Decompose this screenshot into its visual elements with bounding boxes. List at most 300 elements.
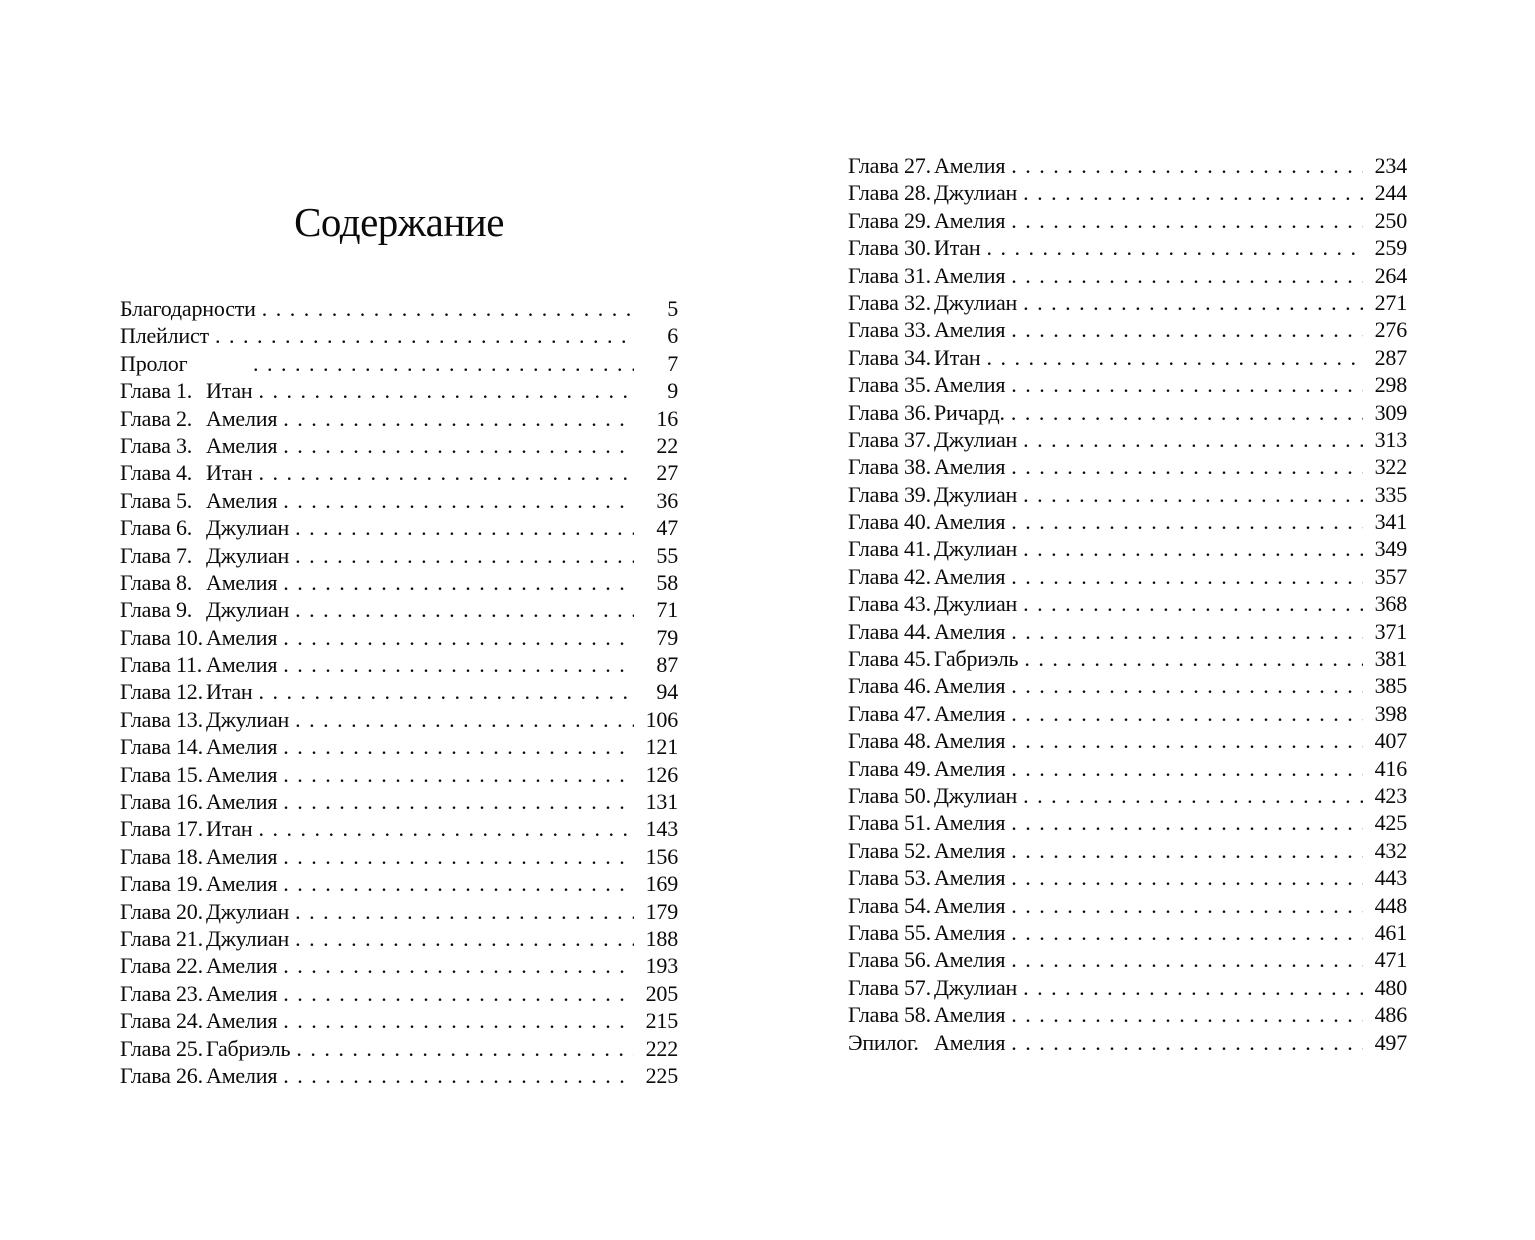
toc-entry-label: Плейлист	[120, 323, 209, 349]
toc-entry	[120, 980, 678, 1007]
dot-leader	[289, 542, 634, 569]
toc-entry-page-number: 94	[656, 679, 678, 705]
toc-entry-label: Глава 51.	[848, 810, 931, 836]
toc-entry-page-number: 225	[645, 1062, 678, 1088]
toc-entry	[848, 919, 1407, 946]
toc-entry-chapter-name: Амелия	[934, 262, 1006, 288]
toc-entry-chapter-name: Итан	[934, 235, 981, 261]
dot-leader	[1005, 700, 1363, 727]
toc-entry-label: Глава 27.	[848, 153, 931, 178]
toc-entry-chapter-name: Джулиан	[934, 289, 1018, 315]
toc-entry-label: Глава 20.	[120, 898, 203, 924]
toc-entry-chapter-name: Амелия	[206, 980, 278, 1006]
page-title: Содержание	[294, 199, 504, 245]
toc-entry	[848, 1029, 1407, 1056]
toc-entry-page-number: 298	[1374, 372, 1407, 398]
dot-leader	[289, 925, 634, 952]
toc-entry-label: Глава 56.	[848, 947, 931, 973]
dot-leader	[256, 295, 634, 322]
toc-entry-chapter-name: Амелия	[934, 1029, 1006, 1055]
toc-entry-page-number: 205	[645, 980, 678, 1006]
toc-entry	[848, 563, 1407, 590]
toc-entry-chapter-name: Амелия	[206, 652, 278, 678]
toc-entry-chapter-name: Амелия	[206, 624, 278, 650]
toc-entry-page-number: 7	[667, 350, 678, 376]
toc-entry	[848, 508, 1407, 535]
toc-entry-page-number: 497	[1374, 1029, 1407, 1055]
toc-entry-page-number: 131	[645, 789, 678, 815]
toc-entry	[848, 645, 1407, 672]
toc-entry-label: Глава 48.	[848, 728, 931, 754]
toc-entry	[848, 453, 1407, 480]
dot-leader	[209, 322, 634, 349]
toc-entry-label: Пролог	[120, 350, 188, 376]
dot-leader	[1017, 426, 1363, 453]
toc-entry-chapter-name: Джулиан	[206, 706, 290, 732]
toc-entry-chapter-name: Амелия	[934, 509, 1006, 535]
toc-entry-label: Глава 36.	[848, 399, 931, 425]
toc-entry-page-number: 407	[1374, 728, 1407, 754]
toc-entry	[120, 733, 678, 760]
toc-entry-label: Глава 22.	[120, 953, 203, 979]
toc-entry-chapter-name: Амелия	[206, 953, 278, 979]
toc-entry	[848, 207, 1407, 234]
toc-entry-label: Глава 37.	[848, 426, 931, 452]
toc-entry-label: Глава 5.	[120, 487, 193, 513]
toc-entry-page-number: 222	[645, 1035, 678, 1061]
toc-entry	[120, 295, 678, 322]
toc-entry-page-number: 250	[1374, 207, 1407, 233]
toc-entry-page-number: 385	[1374, 673, 1407, 699]
toc-entry	[120, 788, 678, 815]
toc-entry-label: Глава 54.	[848, 892, 931, 918]
toc-entry-label: Глава 58.	[848, 1002, 931, 1028]
dot-leader	[1005, 755, 1363, 782]
toc-entry-chapter-name: Амелия	[934, 673, 1006, 699]
toc-entry-chapter-name: Амелия	[206, 569, 278, 595]
toc-entry	[848, 809, 1407, 836]
toc-entry-page-number: 121	[645, 734, 678, 760]
dot-leader	[981, 344, 1363, 371]
toc-entry-page-number: 259	[1374, 235, 1407, 261]
dot-leader	[247, 350, 634, 377]
toc-entry-page-number: 371	[1374, 618, 1407, 644]
toc-entry-label: Глава 52.	[848, 837, 931, 863]
toc-entry	[120, 651, 678, 678]
dot-leader	[981, 234, 1363, 261]
toc-entry-label: Глава 35.	[848, 372, 931, 398]
toc-entry-page-number: 244	[1374, 180, 1407, 206]
toc-entry-page-number: 341	[1374, 509, 1407, 535]
toc-entry-page-number: 188	[645, 925, 678, 951]
toc-entry-label: Глава 53.	[848, 865, 931, 891]
toc-entry-chapter-name: Джулиан	[206, 515, 290, 541]
toc-entry-page-number: 234	[1374, 153, 1407, 178]
toc-entry-page-number: 193	[645, 953, 678, 979]
toc-entry	[120, 1035, 678, 1062]
dot-leader	[1017, 179, 1363, 206]
dot-leader	[277, 870, 634, 897]
toc-entry-label: Глава 42.	[848, 563, 931, 589]
dot-leader	[1017, 782, 1363, 809]
toc-entry-label: Глава 2.	[120, 405, 193, 431]
toc-entry-chapter-name: Итан	[934, 344, 981, 370]
toc-entry	[120, 1007, 678, 1034]
toc-entry-page-number: 36	[656, 487, 678, 513]
toc-entry-page-number: 416	[1374, 755, 1407, 781]
toc-entry-label: Глава 10.	[120, 624, 203, 650]
toc-entry-page-number: 71	[656, 597, 678, 623]
toc-entry-label: Глава 32.	[848, 289, 931, 315]
toc-entry-page-number: 398	[1374, 700, 1407, 726]
toc-entry-page-number: 47	[656, 515, 678, 541]
dot-leader	[1005, 672, 1363, 699]
dot-leader	[1005, 1029, 1363, 1056]
toc-entry-label: Глава 41.	[848, 536, 931, 562]
toc-entry-page-number: 276	[1374, 317, 1407, 343]
toc-entry-chapter-name: Итан	[206, 460, 253, 486]
toc-entry-label: Глава 19.	[120, 871, 203, 897]
toc-entry-page-number: 322	[1374, 454, 1407, 480]
toc-entry-page-number: 309	[1374, 399, 1407, 425]
toc-entry-page-number: 5	[667, 296, 678, 321]
toc-entry-page-number: 179	[645, 898, 678, 924]
dot-leader	[1005, 399, 1363, 426]
dot-leader	[277, 1007, 634, 1034]
toc-entry	[120, 377, 678, 404]
toc-entry	[120, 870, 678, 897]
toc-entry-chapter-name: Амелия	[934, 563, 1006, 589]
toc-entry	[120, 815, 678, 842]
toc-entry-label: Глава 28.	[848, 180, 931, 206]
toc-entry	[848, 262, 1407, 289]
toc-entry-chapter-name: Амелия	[206, 789, 278, 815]
toc-entry-chapter-name: Амелия	[206, 871, 278, 897]
toc-entry-chapter-name: Амелия	[934, 317, 1006, 343]
toc-entry-label: Глава 25.	[120, 1035, 203, 1061]
toc-entry	[848, 152, 1407, 179]
toc-entry-label: Глава 40.	[848, 509, 931, 535]
toc-entry-chapter-name: Джулиан	[206, 898, 290, 924]
dot-leader	[277, 843, 634, 870]
dot-leader	[1005, 563, 1363, 590]
dot-leader	[277, 569, 634, 596]
dot-leader	[277, 761, 634, 788]
dot-leader	[1005, 727, 1363, 754]
toc-entry	[848, 481, 1407, 508]
toc-entry	[848, 535, 1407, 562]
toc-entry	[120, 925, 678, 952]
toc-entry	[120, 706, 678, 733]
toc-entry-label: Глава 15.	[120, 761, 203, 787]
toc-entry	[848, 234, 1407, 261]
toc-entry	[120, 624, 678, 651]
toc-entry-label: Глава 16.	[120, 789, 203, 815]
toc-entry-label: Глава 7.	[120, 542, 193, 568]
toc-entry-page-number: 368	[1374, 591, 1407, 617]
toc-entry	[120, 761, 678, 788]
toc-entry-chapter-name: Джулиан	[934, 536, 1018, 562]
dot-leader	[253, 459, 634, 486]
toc-entry	[120, 898, 678, 925]
dot-leader	[277, 980, 634, 1007]
toc-entry-chapter-name: Амелия	[934, 207, 1006, 233]
toc-entry-page-number: 335	[1374, 481, 1407, 507]
toc-entry-chapter-name: Итан	[206, 378, 253, 404]
dot-leader	[1005, 453, 1363, 480]
toc-entry-page-number: 16	[656, 405, 678, 431]
toc-entry-label: Глава 45.	[848, 646, 931, 672]
dot-leader	[1017, 481, 1363, 508]
toc-entry-label: Глава 29.	[848, 207, 931, 233]
dot-leader	[277, 1062, 634, 1089]
toc-entry-page-number: 349	[1374, 536, 1407, 562]
toc-entry-page-number: 461	[1374, 919, 1407, 945]
toc-entry	[848, 700, 1407, 727]
toc-entry-page-number: 27	[656, 460, 678, 486]
toc-entry-label: Глава 17.	[120, 816, 203, 842]
toc-entry-chapter-name: Амелия	[934, 153, 1006, 178]
dot-leader	[1005, 316, 1363, 343]
toc-entry	[120, 459, 678, 486]
toc-entry-chapter-name: Джулиан	[934, 180, 1018, 206]
toc-entry-chapter-name: Итан	[206, 679, 253, 705]
toc-entry-chapter-name: Амелия	[206, 843, 278, 869]
toc-entry-label: Глава 18.	[120, 843, 203, 869]
toc-entry-page-number: 313	[1374, 426, 1407, 452]
toc-entry-chapter-name: Амелия	[206, 432, 278, 458]
dot-leader	[1005, 809, 1363, 836]
dot-leader	[253, 678, 634, 705]
toc-entry-label: Глава 39.	[848, 481, 931, 507]
toc-entry-page-number: 271	[1374, 289, 1407, 315]
toc-entry-page-number: 169	[645, 871, 678, 897]
dot-leader	[1005, 837, 1363, 864]
dot-leader	[1005, 508, 1363, 535]
toc-entry-page-number: 432	[1374, 837, 1407, 863]
toc-entry-label: Глава 33.	[848, 317, 931, 343]
toc-entry	[120, 432, 678, 459]
dot-leader	[1017, 289, 1363, 316]
toc-entry-label: Глава 55.	[848, 919, 931, 945]
toc-entry-chapter-name: Амелия	[206, 1008, 278, 1034]
toc-entry-page-number: 9	[667, 378, 678, 404]
toc-entry	[120, 514, 678, 541]
toc-entry	[120, 952, 678, 979]
toc-entry	[848, 316, 1407, 343]
toc-entry-page-number: 22	[656, 432, 678, 458]
toc-entry-chapter-name: Джулиан	[934, 426, 1018, 452]
toc-entry	[120, 405, 678, 432]
toc-entry-page-number: 106	[645, 706, 678, 732]
toc-entry	[848, 755, 1407, 782]
toc-entry-chapter-name: Амелия	[934, 837, 1006, 863]
dot-leader	[1005, 946, 1363, 973]
toc-entry-label: Глава 31.	[848, 262, 931, 288]
toc-entry-page-number: 126	[645, 761, 678, 787]
toc-entry-chapter-name: Амелия	[934, 810, 1006, 836]
dot-leader	[289, 596, 634, 623]
toc-entry-chapter-name: Джулиан	[206, 597, 290, 623]
dot-leader	[277, 952, 634, 979]
toc-entry	[848, 1001, 1407, 1028]
toc-entry	[120, 596, 678, 623]
toc-entry-label: Глава 43.	[848, 591, 931, 617]
toc-entry-page-number: 423	[1374, 782, 1407, 808]
toc-entry-label: Глава 12.	[120, 679, 203, 705]
toc-entry	[120, 569, 678, 596]
toc-entry-label: Глава 57.	[848, 974, 931, 1000]
toc-entry	[120, 487, 678, 514]
toc-entry-page-number: 87	[656, 652, 678, 678]
dot-leader	[277, 733, 634, 760]
toc-entry	[848, 782, 1407, 809]
toc-column-left	[120, 295, 678, 1089]
toc-entry-label: Глава 4.	[120, 460, 193, 486]
toc-entry-chapter-name: Габриэль	[206, 1035, 291, 1061]
toc-entry-page-number: 287	[1374, 344, 1407, 370]
toc-entry-label: Глава 44.	[848, 618, 931, 644]
toc-entry	[120, 843, 678, 870]
dot-leader	[1005, 207, 1363, 234]
toc-entry-chapter-name: Итан	[206, 816, 253, 842]
toc-entry	[848, 179, 1407, 206]
toc-entry-label: Глава 30.	[848, 235, 931, 261]
toc-entry-chapter-name: Амелия	[934, 454, 1006, 480]
toc-entry-page-number: 480	[1374, 974, 1407, 1000]
toc-entry-label: Глава 14.	[120, 734, 203, 760]
toc-entry-chapter-name: Амелия	[934, 947, 1006, 973]
dot-leader	[290, 1035, 634, 1062]
toc-entry-page-number: 448	[1374, 892, 1407, 918]
toc-entry	[848, 426, 1407, 453]
toc-entry	[848, 892, 1407, 919]
dot-leader	[253, 815, 634, 842]
dot-leader	[277, 788, 634, 815]
toc-entry-page-number: 357	[1374, 563, 1407, 589]
dot-leader	[1017, 974, 1363, 1001]
toc-entry-chapter-name: Джулиан	[934, 974, 1018, 1000]
dot-leader	[1017, 535, 1363, 562]
toc-entry	[848, 974, 1407, 1001]
toc-entry-page-number: 215	[645, 1008, 678, 1034]
toc-entry-chapter-name: Амелия	[206, 1062, 278, 1088]
toc-entry-chapter-name: Амелия	[934, 755, 1006, 781]
toc-entry-label: Глава 38.	[848, 454, 931, 480]
dot-leader	[1005, 371, 1363, 398]
toc-entry	[848, 837, 1407, 864]
toc-entry-label: Глава 34.	[848, 344, 931, 370]
toc-entry	[120, 1062, 678, 1089]
dot-leader	[1005, 864, 1363, 891]
toc-entry-label: Глава 11.	[120, 652, 203, 678]
toc-entry-label: Глава 1.	[120, 378, 193, 404]
toc-entry-label: Глава 8.	[120, 569, 193, 595]
dot-leader	[1017, 590, 1363, 617]
dot-leader	[277, 624, 634, 651]
toc-entry-page-number: 156	[645, 843, 678, 869]
dot-leader	[1005, 152, 1363, 179]
toc-entry-label: Глава 49.	[848, 755, 931, 781]
toc-entry-chapter-name: Амелия	[934, 1002, 1006, 1028]
toc-entry-page-number: 6	[667, 323, 678, 349]
toc-entry-chapter-name: Амелия	[206, 734, 278, 760]
toc-entry-page-number: 486	[1374, 1002, 1407, 1028]
toc-entry	[848, 618, 1407, 645]
toc-entry-chapter-name: Амелия	[934, 700, 1006, 726]
toc-entry-chapter-name: Ричард.	[934, 399, 1005, 425]
toc-entry	[848, 371, 1407, 398]
toc-entry	[848, 727, 1407, 754]
toc-entry-label: Глава 6.	[120, 515, 193, 541]
toc-entry-label: Эпилог.	[848, 1029, 919, 1055]
toc-entry-chapter-name: Амелия	[934, 865, 1006, 891]
dot-leader	[1005, 1001, 1363, 1028]
toc-entry	[848, 864, 1407, 891]
toc-entry-page-number: 55	[656, 542, 678, 568]
dot-leader	[289, 514, 634, 541]
toc-entry-label: Глава 21.	[120, 925, 203, 951]
toc-entry-chapter-name: Джулиан	[206, 542, 290, 568]
dot-leader	[253, 377, 634, 404]
toc-entry-page-number: 264	[1374, 262, 1407, 288]
toc-entry-chapter-name: Амелия	[934, 892, 1006, 918]
dot-leader	[289, 898, 634, 925]
toc-entry-chapter-name: Джулиан	[206, 925, 290, 951]
toc-entry	[120, 678, 678, 705]
toc-entry-chapter-name: Джулиан	[934, 481, 1018, 507]
dot-leader	[277, 405, 634, 432]
toc-entry-label: Глава 3.	[120, 432, 193, 458]
toc-entry	[848, 399, 1407, 426]
toc-entry-label: Благодарности	[120, 296, 256, 321]
toc-entry-page-number: 79	[656, 624, 678, 650]
toc-column-right	[848, 152, 1407, 1056]
toc-entry	[848, 946, 1407, 973]
toc-entry-page-number: 425	[1374, 810, 1407, 836]
toc-entry-chapter-name: Амелия	[206, 761, 278, 787]
toc-entry	[848, 590, 1407, 617]
toc-entry-page-number: 58	[656, 569, 678, 595]
dot-leader	[1005, 892, 1363, 919]
dot-leader	[277, 487, 634, 514]
toc-entry	[848, 344, 1407, 371]
toc-entry-chapter-name: Амелия	[934, 372, 1006, 398]
dot-leader	[277, 651, 634, 678]
toc-entry-label: Глава 13.	[120, 706, 203, 732]
dot-leader	[1018, 645, 1363, 672]
toc-entry-label: Глава 50.	[848, 782, 931, 808]
toc-entry	[848, 672, 1407, 699]
dot-leader	[289, 706, 634, 733]
dot-leader	[1005, 262, 1363, 289]
toc-entry-chapter-name: Джулиан	[934, 782, 1018, 808]
toc-entry-chapter-name: Габриэль	[934, 646, 1019, 672]
toc-entry-page-number: 381	[1374, 646, 1407, 672]
toc-entry-label: Глава 23.	[120, 980, 203, 1006]
toc-entry	[848, 289, 1407, 316]
toc-entry-label: Глава 47.	[848, 700, 931, 726]
toc-entry-chapter-name: Джулиан	[934, 591, 1018, 617]
toc-entry-chapter-name: Амелия	[934, 919, 1006, 945]
toc-entry	[120, 350, 678, 377]
dot-leader	[1005, 618, 1363, 645]
dot-leader	[1005, 919, 1363, 946]
toc-entry-chapter-name: Амелия	[206, 487, 278, 513]
toc-entry-page-number: 143	[645, 816, 678, 842]
toc-entry-label: Глава 46.	[848, 673, 931, 699]
toc-entry-label: Глава 9.	[120, 597, 193, 623]
